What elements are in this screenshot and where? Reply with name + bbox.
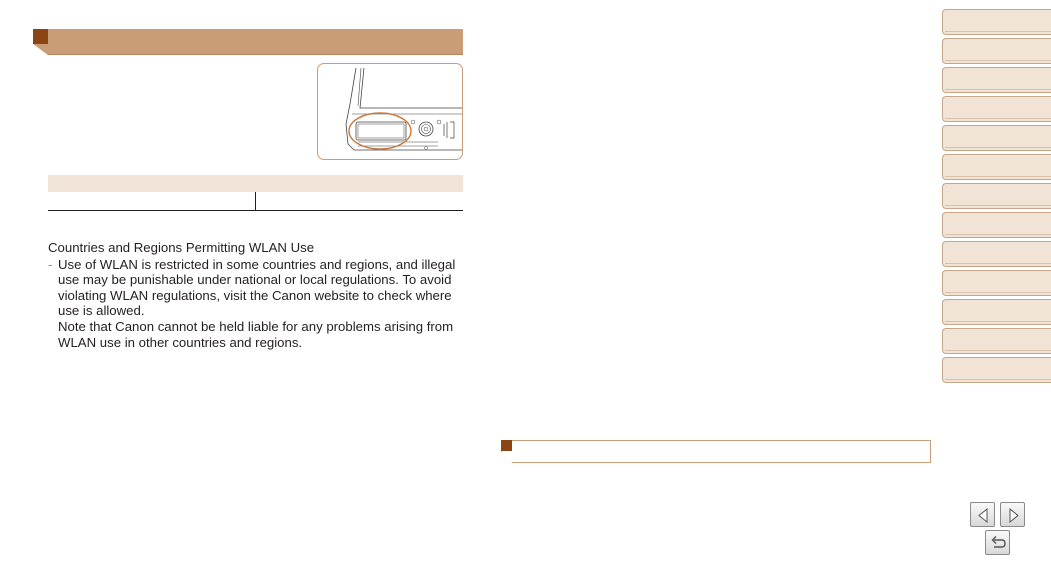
triangle-left-icon (971, 503, 996, 528)
info-table (48, 175, 463, 211)
table-header (48, 175, 463, 192)
section-marker (33, 29, 48, 44)
list-item (48, 257, 468, 319)
chapter-tab-5[interactable] (942, 125, 1051, 151)
camera-side-icon (318, 64, 463, 160)
chapter-tab-12[interactable] (942, 328, 1051, 354)
table-header-cell (256, 175, 463, 192)
chapter-tab-7[interactable] (942, 183, 1051, 209)
list-item (48, 319, 468, 350)
bullet-dash: - (48, 256, 53, 272)
section-header-bar-2 (501, 440, 931, 463)
back-button[interactable] (985, 530, 1010, 555)
chapter-tab-6[interactable] (942, 154, 1051, 180)
chapter-tab-10[interactable] (942, 270, 1051, 296)
return-arrow-icon (986, 531, 1011, 556)
list-item-text: Use of WLAN is restricted in some countries and regions, and illegal use may be punishable under national or local regulations. To avoid violating WLAN regulations, visit the Canon website to check where use is allowed. (58, 256, 456, 319)
chapter-tab-3[interactable] (942, 67, 1051, 93)
table-cell (48, 192, 256, 210)
chapter-tab-2[interactable] (942, 38, 1051, 64)
list-item-text: Note that Canon cannot be held liable for any problems arising from WLAN use in other countries and regions. (58, 318, 454, 350)
table-cell (256, 192, 463, 210)
chapter-tabs (942, 9, 1051, 386)
camera-illustration (317, 63, 463, 160)
chapter-tab-9[interactable] (942, 241, 1051, 267)
wlan-notice (48, 240, 468, 350)
chapter-tab-8[interactable] (942, 212, 1051, 238)
chapter-tab-11[interactable] (942, 299, 1051, 325)
notice-heading: Countries and Regions Permitting WLAN Use (48, 240, 315, 255)
next-page-button[interactable] (1000, 502, 1025, 527)
section-marker (501, 440, 512, 451)
table-row (48, 192, 463, 211)
chapter-tab-1[interactable] (942, 9, 1051, 35)
chapter-tab-13[interactable] (942, 357, 1051, 383)
chapter-tab-4[interactable] (942, 96, 1051, 122)
prev-page-button[interactable] (970, 502, 995, 527)
table-header-cell (48, 175, 256, 192)
triangle-right-icon (1001, 503, 1026, 528)
section-header-bar (33, 29, 463, 55)
